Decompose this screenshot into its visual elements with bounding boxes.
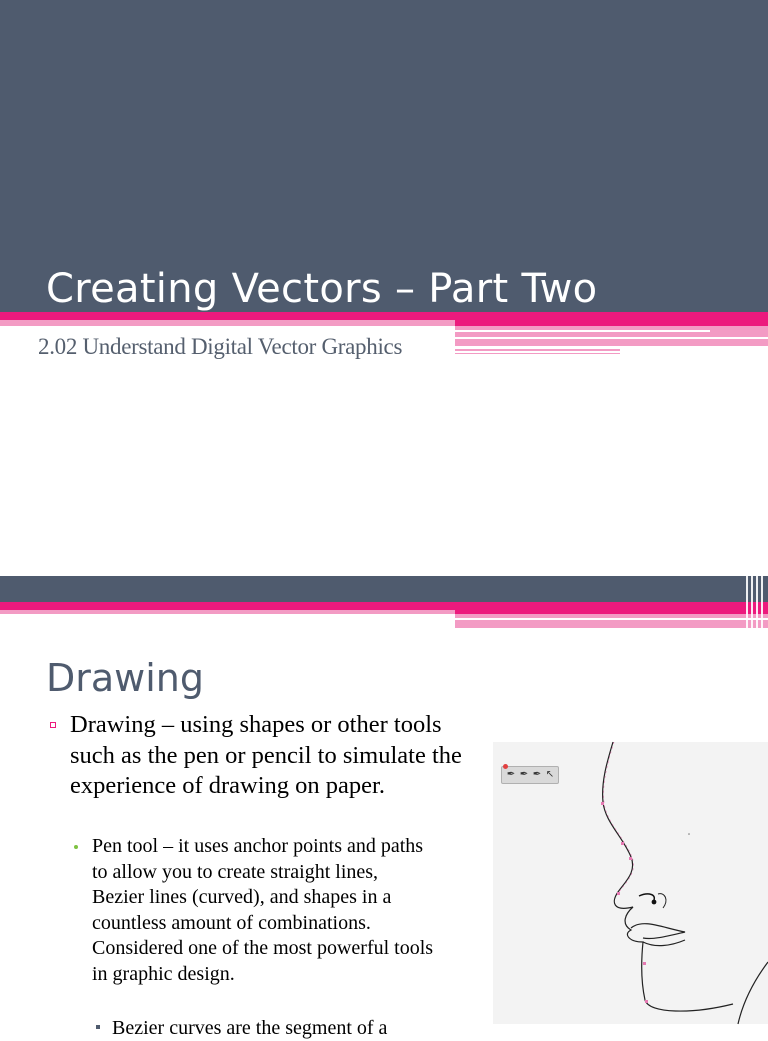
accent-bar-light bbox=[0, 610, 455, 614]
accent-bar-light-right bbox=[455, 326, 768, 344]
convert-anchor-icon: ↖ bbox=[545, 769, 555, 780]
content-slide bbox=[0, 576, 768, 1039]
bullet-text: Drawing – using shapes or other tools such as the pen or pencil to simulate the experience of drawing on paper. bbox=[70, 711, 462, 799]
header-band bbox=[0, 576, 768, 602]
accent-bar-light bbox=[0, 320, 455, 326]
slide-title: Drawing bbox=[46, 656, 205, 700]
slide-title: Creating Vectors – Part Two bbox=[46, 266, 598, 312]
square-bullet-icon bbox=[96, 1025, 100, 1029]
sub-bullet-text: Pen tool – it uses anchor points and paths to allow you to create straight lines, Bezier lines (curved), and shapes in a countless amount of combinations. Considered one of the most powerful tools in graphic design. bbox=[92, 835, 434, 985]
accent-line bbox=[455, 344, 768, 346]
slide-subtitle: 2.02 Understand Digital Vector Graphics bbox=[38, 334, 403, 359]
pen-drawing-illustration bbox=[493, 742, 768, 1024]
accent-line bbox=[455, 618, 768, 620]
sub-sub-bullet-item bbox=[96, 1016, 436, 1041]
sub-sub-bullet-text: Bezier curves are the segment of a bbox=[112, 1017, 388, 1039]
face-profile-drawing bbox=[493, 742, 768, 1024]
add-anchor-icon: ✒ bbox=[519, 769, 529, 780]
accent-bar-light-right bbox=[455, 614, 768, 628]
accent-line bbox=[455, 337, 768, 339]
delete-anchor-icon: ✒ bbox=[532, 769, 542, 780]
square-bullet-icon bbox=[50, 722, 56, 728]
sub-bullet-item bbox=[74, 834, 434, 987]
pen-tool-icon: ✒ bbox=[506, 769, 516, 780]
accent-line bbox=[455, 353, 620, 354]
accent-line bbox=[455, 349, 620, 351]
bullet-item bbox=[50, 710, 470, 802]
accent-line bbox=[455, 330, 710, 332]
stripe-pattern bbox=[744, 576, 768, 628]
dot-bullet-icon bbox=[74, 845, 78, 849]
